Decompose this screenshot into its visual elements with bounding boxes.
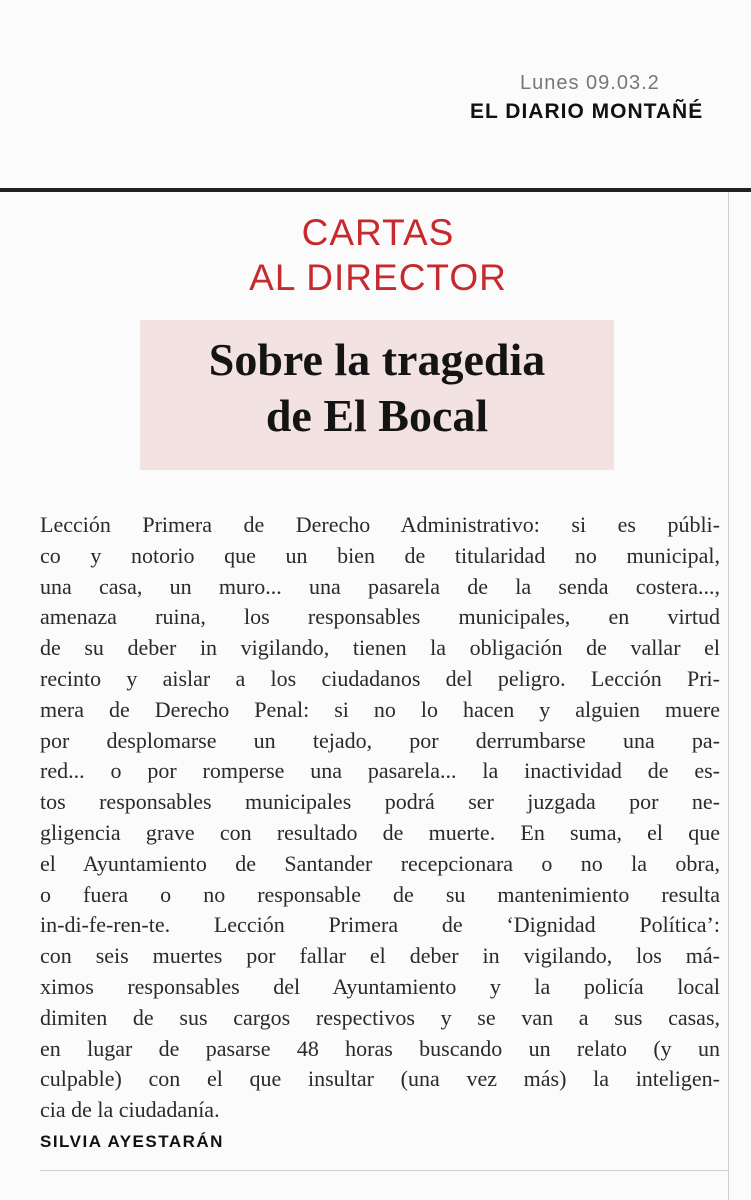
- newspaper-name: EL DIARIO MONTAÑÉ: [470, 100, 704, 123]
- section-title-line-2: AL DIRECTOR: [249, 257, 507, 298]
- body-line: tos responsables municipales podrá ser juzgada por ne-: [40, 789, 720, 815]
- body-line: dimiten de sus cargos respectivos y se van a sus casas,: [40, 1004, 720, 1030]
- headline-line-2: de El Bocal: [265, 390, 489, 441]
- publication-date: Lunes 09.03.2: [520, 72, 660, 94]
- body-line: co y notorio que un bien de titularidad no municipal,: [40, 542, 720, 568]
- body-line: gligencia grave con resultado de muerte. En suma, el que: [40, 819, 720, 845]
- body-line: el Ayuntamiento de Santander recepcionara o no la obra,: [40, 850, 720, 876]
- body-line: una casa, un muro... una pasarela de la senda costera...,: [40, 573, 720, 599]
- body-line: culpable) con el que insultar (una vez más) la inteligen-: [40, 1066, 720, 1092]
- column-divider: [728, 192, 729, 1200]
- section-title: [0, 210, 751, 300]
- bottom-divider: [40, 1170, 728, 1171]
- top-divider: [0, 188, 751, 192]
- body-line: cia de la ciudadanía.: [40, 1097, 220, 1123]
- body-line: o fuera o no responsable de su mantenimiento resulta: [40, 881, 720, 907]
- body-line: mera de Derecho Penal: si no lo hacen y alguien muere: [40, 696, 720, 722]
- body-line: en lugar de pasarse 48 horas buscando un relato (y un: [40, 1035, 720, 1061]
- body-line: recinto y aislar a los ciudadanos del peligro. Lección Pri-: [40, 665, 720, 691]
- article-headline: [140, 332, 614, 444]
- section-title-line-1: CARTAS: [301, 212, 455, 253]
- body-line: in-di-fe-ren-te. Lección Primera de ‘Dignidad Política’:: [40, 912, 720, 938]
- body-line: amenaza ruina, los responsables municipales, en virtud: [40, 604, 720, 630]
- body-line: por desplomarse un tejado, por derrumbarse una pa-: [40, 727, 720, 753]
- headline-line-1: Sobre la tragedia: [208, 334, 546, 385]
- body-line: de su deber in vigilando, tienen la obligación de vallar el: [40, 635, 720, 661]
- body-line: Lección Primera de Derecho Administrativo: si es públi-: [40, 512, 720, 537]
- body-line: con seis muertes por fallar el deber in vigilando, los má-: [40, 943, 720, 969]
- article-author: SILVIA AYESTARÁN: [40, 1132, 224, 1151]
- body-line: red... o por romperse una pasarela... la inactividad de es-: [40, 758, 720, 784]
- body-line: ximos responsables del Ayuntamiento y la policía local: [40, 973, 720, 999]
- article-body: [40, 510, 720, 1126]
